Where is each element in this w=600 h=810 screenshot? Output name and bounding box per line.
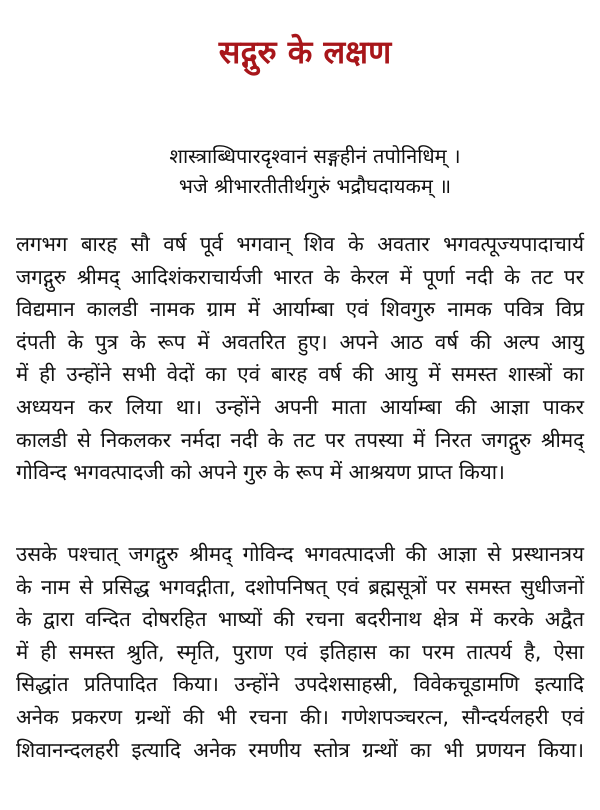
text-line: अनेक प्रकरण ग्रन्थों की भी रचना की। गणेशपञ्चरत्न, सौन्दर्यलहरी एवं — [16, 704, 584, 729]
page-title: सद्गुरु के लक्षण — [218, 33, 392, 71]
text-line: अध्ययन कर लिया था। उन्होंने अपनी माता आर्याम्बा की आज्ञा पाकर — [16, 394, 584, 419]
text-line: गोविन्द भगवत्पादजी को अपने गुरु के रूप में आश्रयण प्राप्त किया। — [16, 460, 505, 485]
text-line: में ही उन्होंने सभी वेदों का एवं बारह वर्ष की आयु में समस्त शास्त्रों का — [16, 362, 584, 387]
text-line: जगद्गुरु श्रीमद् आदिशंकराचार्यजी भारत के केरल में पूर्णा नदी के तट पर — [16, 264, 584, 289]
text-line: उसके पश्चात् जगद्गुरु श्रीमद् गोविन्द भगवत्पादजी की आज्ञा से प्रस्थानत्रय — [16, 542, 584, 566]
text-line: विद्यमान कालडी नामक ग्राम में आर्याम्बा एवं शिवगुरु नामक पवित्र विप्र — [16, 297, 584, 322]
text-line: लगभग बारह सौ वर्ष पूर्व भगवान् शिव के अवतार भगवत्पूज्यपादाचार्य — [16, 232, 584, 256]
text-line: सिद्धांत प्रतिपादित किया। उन्होंने उपदेशसाहस्री, विवेकचूडामणि इत्यादि — [16, 672, 584, 697]
paragraph-2 — [16, 538, 584, 766]
verse-line-2: भजे श्रीभारतीतीर्थगुरुं भद्रौघदायकम् ॥ — [178, 174, 452, 198]
text-line: के द्वारा वन्दित दोषरहित भाष्यों की रचना बदरीनाथ क्षेत्र में करके अद्वैत — [16, 607, 584, 632]
verse-line-1: शास्त्राब्धिपारदृश्वानं सङ्गहीनं तपोनिधिम् । — [169, 144, 461, 168]
text-line: में ही समस्त श्रुति, स्मृति, पुराण एवं इतिहास का परम तात्पर्य है, ऐसा — [16, 639, 584, 664]
paragraph-1 — [16, 228, 584, 489]
text-line: के नाम से प्रसिद्ध भगवद्गीता, दशोपनिषत् एवं ब्रह्मसूत्रों पर समस्त सुधीजनों — [16, 574, 584, 599]
text-line: शिवानन्दलहरी इत्यादि अनेक रमणीय स्तोत्र ग्रन्थों का भी प्रणयन किया। — [16, 737, 584, 762]
text-line: दंपती के पुत्र के रूप में अवतरित हुए। अपने आठ वर्ष की अल्प आयु — [16, 329, 584, 354]
text-line: कालडी से निकलकर नर्मदा नदी के तट पर तपस्या में निरत जगद्गुरु श्रीमद् — [16, 427, 584, 452]
